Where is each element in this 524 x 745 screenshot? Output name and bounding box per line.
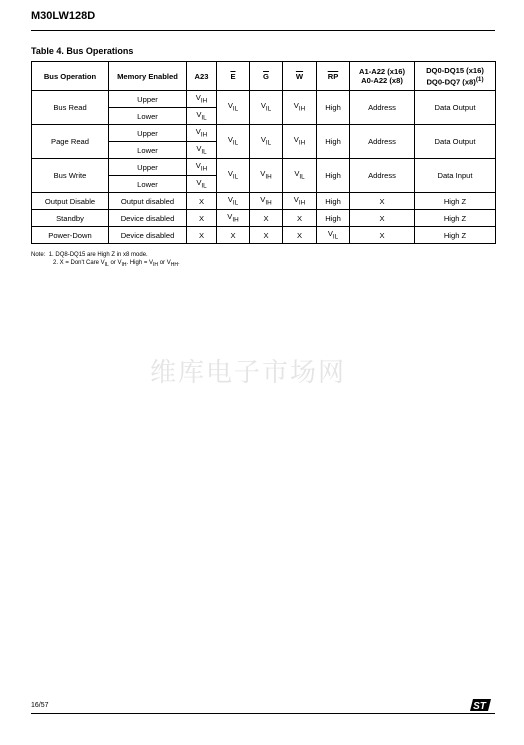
- standby-memory: Device disabled: [109, 210, 187, 227]
- page-read-address: Address: [350, 125, 415, 159]
- st-logo-icon: [470, 698, 492, 712]
- note-2: 2. X = Don't Care $V_{IL}$ or $V_{IH}$. High = $V_{IH}$ or $V_{HH}$.: [53, 260, 180, 269]
- page-read-e: $V_{IL}$: [217, 125, 250, 159]
- power-down-operation: Power-Down: [32, 227, 109, 244]
- bus-read-address: Address: [350, 91, 415, 125]
- output-disable-w: $V_{IH}$: [283, 193, 317, 210]
- bus-operations-table: [31, 61, 496, 244]
- bus-read-lower: Lower: [109, 108, 187, 125]
- table-row: [32, 227, 496, 244]
- standby-operation: Standby: [32, 210, 109, 227]
- output-disable-operation: Output Disable: [32, 193, 109, 210]
- bus-read-data: Data Output: [415, 91, 496, 125]
- table-row: [32, 91, 496, 108]
- footer-rule: [31, 713, 495, 714]
- standby-data: High Z: [415, 210, 496, 227]
- output-disable-address: X: [350, 193, 415, 210]
- power-down-address: X: [350, 227, 415, 244]
- note-label: Note:: [31, 252, 46, 258]
- page-read-rp: High: [317, 125, 350, 159]
- page-read-w: $V_{IH}$: [283, 125, 317, 159]
- table-row: [32, 125, 496, 142]
- page-read-g: $V_{IL}$: [250, 125, 283, 159]
- header-rp-label: $\overline{RP}$: [327, 71, 339, 81]
- standby-e: $V_{IH}$: [217, 210, 250, 227]
- bus-write-operation: Bus Write: [32, 159, 109, 193]
- output-disable-rp: High: [317, 193, 350, 210]
- table-caption: Table 4. Bus Operations: [31, 46, 134, 56]
- power-down-g: X: [250, 227, 283, 244]
- bus-write-e: $V_{IL}$: [217, 159, 250, 193]
- page-read-upper: Upper: [109, 125, 187, 142]
- bus-write-address: Address: [350, 159, 415, 193]
- power-down-data: High Z: [415, 227, 496, 244]
- bus-write-a23-lower: $V_{IL}$: [187, 176, 217, 193]
- bus-write-g: $V_{IH}$: [250, 159, 283, 193]
- bus-read-e: $V_{IL}$: [217, 91, 250, 125]
- svg-text:ST: ST: [473, 701, 486, 712]
- document-title: M30LW128D: [31, 10, 96, 22]
- bus-read-operation: Bus Read: [32, 91, 109, 125]
- bus-read-rp: High: [317, 91, 350, 125]
- standby-rp: High: [317, 210, 350, 227]
- output-disable-e: $V_{IL}$: [217, 193, 250, 210]
- header-a23: A23: [187, 62, 217, 91]
- page-number: 16/57: [31, 702, 49, 709]
- header-address: [350, 62, 415, 91]
- header-bus-operation: Bus Operation: [32, 62, 109, 91]
- header-memory-enabled: Memory Enabled: [109, 62, 187, 91]
- standby-a23: X: [187, 210, 217, 227]
- power-down-memory: Device disabled: [109, 227, 187, 244]
- header-address-line2: A0-A22 (x8): [361, 76, 403, 85]
- bus-read-a23-lower: $V_{IL}$: [187, 108, 217, 125]
- bus-write-upper: Upper: [109, 159, 187, 176]
- page-read-a23-upper: $V_{IH}$: [187, 125, 217, 142]
- header-rp: [317, 62, 350, 91]
- table-row: [32, 159, 496, 176]
- bus-read-g: $V_{IL}$: [250, 91, 283, 125]
- header-data-line1: DQ0-DQ15 (x16): [426, 65, 484, 75]
- page-read-a23-lower: $V_{IL}$: [187, 142, 217, 159]
- standby-address: X: [350, 210, 415, 227]
- header-g: [250, 62, 283, 91]
- page-read-lower: Lower: [109, 142, 187, 159]
- bus-read-a23-upper: $V_{IH}$: [187, 91, 217, 108]
- header-address-line1: A1-A22 (x16): [358, 67, 405, 76]
- page-read-operation: Page Read: [32, 125, 109, 159]
- output-disable-a23: X: [187, 193, 217, 210]
- power-down-e: X: [217, 227, 250, 244]
- power-down-w: X: [283, 227, 317, 244]
- header-data-footnote: (1): [475, 75, 484, 83]
- bus-write-lower: Lower: [109, 176, 187, 193]
- table-header-row: [32, 62, 496, 91]
- header-data-line2: DQ0-DQ7 (x8): [426, 77, 476, 87]
- bus-read-w: $V_{IH}$: [283, 91, 317, 125]
- header-e-label: $\overline{E}$: [230, 71, 236, 81]
- table-notes: [31, 251, 180, 269]
- header-e: [217, 62, 250, 91]
- standby-w: X: [283, 210, 317, 227]
- header-rule: [31, 30, 495, 31]
- standby-g: X: [250, 210, 283, 227]
- bus-read-upper: Upper: [109, 91, 187, 108]
- bus-write-data: Data Input: [415, 159, 496, 193]
- header-g-label: $\overline{G}$: [263, 71, 269, 81]
- table-row: [32, 193, 496, 210]
- header-w: [283, 62, 317, 91]
- page-read-data: Data Output: [415, 125, 496, 159]
- table-row: [32, 210, 496, 227]
- bus-write-rp: High: [317, 159, 350, 193]
- power-down-rp: $V_{IL}$: [317, 227, 350, 244]
- output-disable-data: High Z: [415, 193, 496, 210]
- bus-write-a23-upper: $V_{IH}$: [187, 159, 217, 176]
- header-data: [415, 62, 496, 91]
- power-down-a23: X: [187, 227, 217, 244]
- output-disable-memory: Output disabled: [109, 193, 187, 210]
- note-1: Note: 1. DQ8-DQ15 are High Z in x8 mode.: [31, 252, 148, 258]
- watermark: 维库电子市场网: [150, 358, 347, 388]
- header-w-label: $\overline{W}$: [295, 71, 304, 81]
- output-disable-g: $V_{IH}$: [250, 193, 283, 210]
- bus-write-w: $V_{IL}$: [283, 159, 317, 193]
